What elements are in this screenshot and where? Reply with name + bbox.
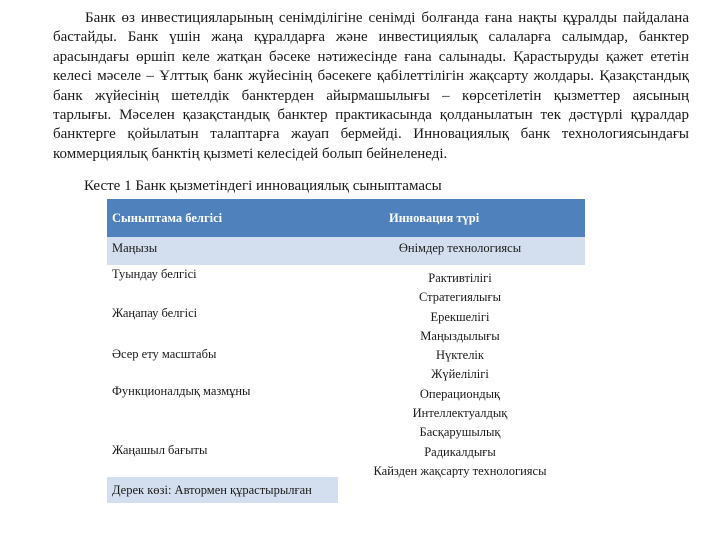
list-item: Ерекшелігі — [430, 309, 490, 324]
body-paragraph — [53, 9, 689, 164]
table-row — [107, 237, 585, 265]
source-note: Дерек көзі: Автормен құрастырылған — [112, 483, 312, 497]
paragraph-line: Банк өз инвестицияларының сенімділігіне сенімді болғанда ғана нақты құралды пайдалана — [85, 10, 689, 26]
row-label: Маңызы — [112, 241, 158, 255]
header-innovation-type: Инновация түрі — [389, 211, 480, 225]
row-label: Жаңапау белгісі — [112, 306, 198, 320]
list-item: Операциондық — [419, 386, 501, 401]
list-item: Басқарушылық — [419, 425, 501, 440]
list-item: Нүктелік — [436, 348, 484, 363]
row-value: Өнімдер технологиясы — [398, 241, 522, 255]
row-label: Туындау белгісі — [112, 267, 197, 281]
paragraph-line: банк жүйесінің шетелдік банктерден айырмашылығы – көрсетілетін қызметтер аясының — [53, 87, 689, 104]
list-item: Кайзден жақсарту технологиясы — [373, 463, 547, 478]
table-caption: Кесте 1 Банк қызметіндегі инновациялық сыныптамасы — [84, 178, 442, 194]
paragraph-line: арасындағы өршіп келе жатқан бәсеке нәтижесінде ғана салынады. Қарастыруды қажет ететін — [53, 48, 689, 65]
list-item: Маңыздылығы — [420, 328, 500, 343]
list-item: Радикалдығы — [424, 444, 496, 459]
paragraph-line: келесі мәселе – Ұлттық банк жүйесінің бәсекеге қабілеттілігін жақсарту жолдары. Қазақстандық — [53, 68, 689, 85]
paragraph-line: банктерге қойылатын талаптарға жауап бермейді. Инновациялық банк технологиясындағы — [53, 126, 689, 143]
classification-table — [107, 199, 585, 497]
list-item: Стратегиялығы — [418, 290, 501, 305]
paragraph-line: коммерциялық банктің қызметі келесідей болып бейнеленеді. — [53, 145, 448, 162]
list-item: Рактивтілігі — [428, 271, 492, 285]
row-label: Әсер ету масштабы — [112, 347, 217, 361]
row-label: Функционалдық мазмұны — [112, 384, 251, 398]
source-note-row — [107, 477, 338, 503]
paragraph-line: бастайды. Банк үшін жаңа құралдарға және инвестициялық салаларға салымдар, банктер — [53, 29, 689, 46]
right-value-column — [335, 269, 585, 481]
list-item: Жүйелілігі — [431, 367, 489, 382]
row-label: Жаңашыл бағыты — [112, 443, 208, 457]
list-item: Интеллектуалдық — [412, 406, 508, 421]
header-classification-sign: Сыныптама белгісі — [112, 211, 223, 225]
paragraph-line: тарлығы. Мәселен қазақстандық банктер практикасында қолданылатын тек дәстүрлі құралдар — [53, 107, 689, 124]
table-header-row — [107, 199, 585, 237]
